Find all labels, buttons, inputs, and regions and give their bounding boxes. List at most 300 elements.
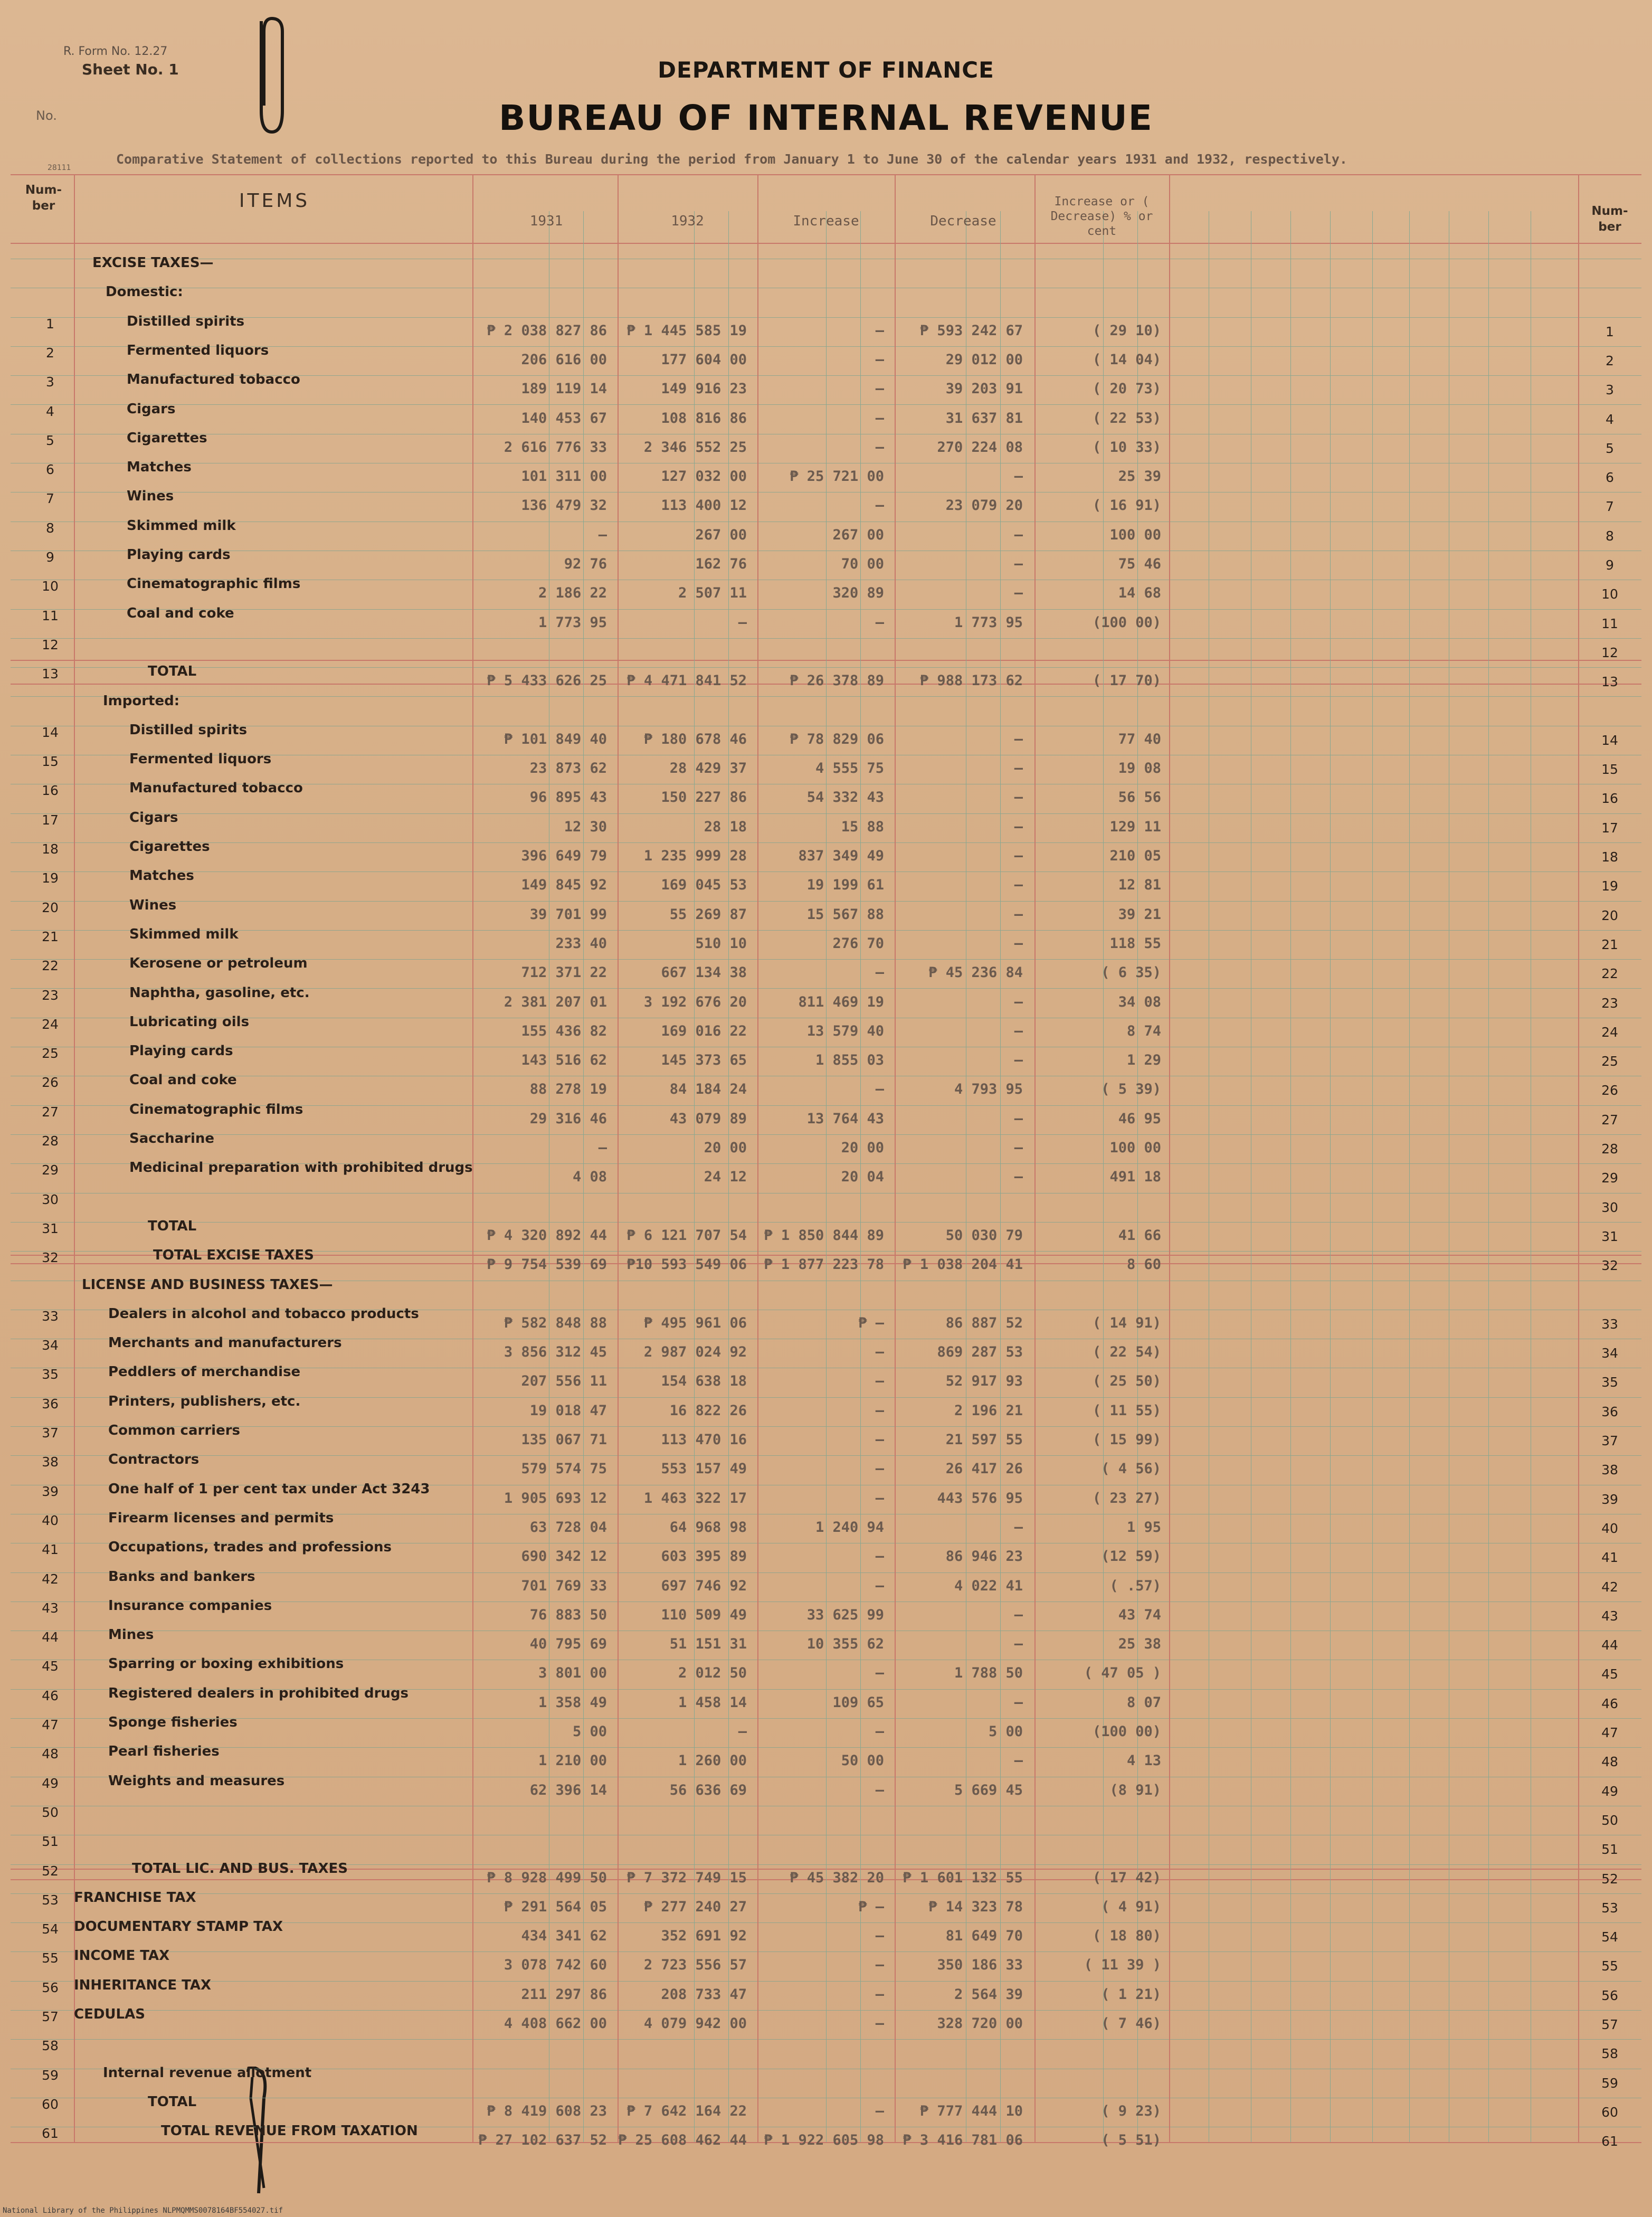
cell-pct: 8 07	[1126, 1694, 1161, 1711]
cell-a: 5 00	[572, 1723, 607, 1740]
cell-dec: —	[1014, 819, 1023, 835]
cell-a: 207 556 11	[521, 1373, 607, 1389]
cell-dec: 86 887 52	[945, 1315, 1023, 1331]
row-number-right: 49	[1601, 1784, 1618, 1799]
cell-a: ₱ 27 102 637 52	[478, 2132, 607, 2148]
row-label: Common carriers	[108, 1423, 240, 1438]
row-label: Occupations, trades and professions	[108, 1539, 392, 1555]
cell-inc: —	[875, 410, 884, 427]
cell-dec: ₱ 3 416 781 06	[903, 2132, 1023, 2148]
cell-a: 149 845 92	[521, 877, 607, 893]
cell-pct: ( 17 70)	[1092, 672, 1161, 689]
row-label: CEDULAS	[74, 2006, 145, 2022]
cell-a: ₱ 4 320 892 44	[487, 1227, 607, 1244]
row-number: 36	[42, 1396, 59, 1411]
row-label: Weights and measures	[108, 1773, 285, 1789]
row-number: 25	[42, 1046, 59, 1061]
grid-vline	[1034, 174, 1036, 2142]
row-label: Imported:	[103, 693, 180, 709]
row-number: 30	[42, 1192, 59, 1207]
cell-b: 2 346 552 25	[643, 439, 747, 456]
row-number-right: 7	[1606, 499, 1614, 514]
row-number: 45	[42, 1659, 59, 1674]
cell-a: 206 616 00	[521, 352, 607, 368]
grid-vline	[826, 211, 827, 2142]
row-number: 53	[42, 1892, 59, 1908]
cell-pct: 25 38	[1118, 1636, 1161, 1652]
row-number-right: 17	[1601, 820, 1618, 836]
cell-inc: 811 469 19	[798, 994, 884, 1010]
cell-b: ₱ 25 608 462 44	[618, 2132, 747, 2148]
cell-a: 396 649 79	[521, 848, 607, 864]
row-number: 56	[42, 1980, 59, 1995]
cell-pct: ( 5 51)	[1101, 2132, 1161, 2148]
row-number: 20	[42, 900, 59, 915]
row-number-right: 61	[1601, 2134, 1618, 2149]
cell-dec: ₱ 45 236 84	[928, 964, 1023, 981]
cell-b: 20 00	[704, 1140, 747, 1156]
cell-a: ₱ 9 754 539 69	[487, 1256, 607, 1273]
cell-inc: —	[875, 323, 884, 339]
cell-inc: —	[875, 1986, 884, 2003]
cell-a: 62 396 14	[529, 1782, 607, 1798]
row-number-right: 55	[1601, 1958, 1618, 1974]
cell-a: 23 873 62	[529, 760, 607, 776]
row-label: FRANCHISE TAX	[74, 1890, 196, 1906]
cell-a: ₱ 8 928 499 50	[487, 1870, 607, 1886]
row-number-right: 4	[1606, 412, 1614, 427]
cell-pct: 100 00	[1109, 527, 1161, 543]
cell-inc: 1 240 94	[815, 1519, 884, 1536]
row-label: Cigarettes	[127, 430, 207, 446]
cell-b: 267 00	[695, 527, 747, 543]
row-label: Naphtha, gasoline, etc.	[129, 985, 310, 1001]
row-number-right: 37	[1601, 1433, 1618, 1448]
cell-inc: 54 332 43	[806, 789, 884, 806]
cell-inc: 70 00	[841, 556, 884, 572]
cell-b: 667 134 38	[661, 964, 747, 981]
cell-pct: ( 9 23)	[1101, 2103, 1161, 2119]
row-label: Fermented liquors	[129, 751, 272, 767]
bureau-title: BUREAU OF INTERNAL REVENUE	[499, 98, 1153, 138]
cell-inc: ₱ 45 382 20	[790, 1870, 884, 1886]
cell-inc: 15 567 88	[806, 906, 884, 923]
row-label: Matches	[129, 868, 194, 884]
cell-b: 1 463 322 17	[643, 1490, 747, 1507]
cell-b: 162 76	[695, 556, 747, 572]
cell-b: 127 032 00	[661, 468, 747, 485]
row-label: Domestic:	[106, 284, 183, 300]
row-number-right: 5	[1606, 441, 1614, 456]
cell-dec: 869 287 53	[937, 1344, 1023, 1360]
row-number: 59	[42, 2068, 59, 2083]
row-number-right: 1	[1606, 324, 1614, 339]
cell-pct: 34 08	[1118, 994, 1161, 1010]
grid-vline	[1578, 174, 1579, 2142]
row-label: Pearl fisheries	[108, 1744, 220, 1759]
cell-b: 84 184 24	[669, 1081, 747, 1097]
row-number: 5	[46, 433, 54, 448]
row-number-right: 18	[1601, 849, 1618, 865]
row-number: 8	[46, 520, 54, 536]
cell-pct: 56 56	[1118, 789, 1161, 806]
cell-inc: —	[875, 1490, 884, 1507]
cell-b: 177 604 00	[661, 352, 747, 368]
cell-inc: —	[875, 1081, 884, 1097]
cell-a: 189 119 14	[521, 381, 607, 397]
cell-inc: —	[875, 614, 884, 631]
cell-dec: —	[1014, 906, 1023, 923]
row-label: TOTAL	[148, 664, 197, 679]
sheet-number: Sheet No. 1	[82, 61, 179, 78]
row-number: 6	[46, 462, 54, 477]
cell-dec: —	[1014, 527, 1023, 543]
row-number-right: 38	[1601, 1462, 1618, 1477]
cell-b: ₱ 180 678 46	[643, 731, 747, 747]
cell-pct: ( 23 27)	[1092, 1490, 1161, 1507]
cell-b: 64 968 98	[669, 1519, 747, 1536]
cell-a: 19 018 47	[529, 1403, 607, 1419]
row-number-right: 14	[1601, 733, 1618, 748]
row-number-right: 47	[1601, 1725, 1618, 1740]
cell-a: ₱ 5 433 626 25	[487, 672, 607, 689]
cell-pct: ( .57)	[1109, 1578, 1161, 1594]
cell-inc: —	[875, 1665, 884, 1681]
cell-b: 149 916 23	[661, 381, 747, 397]
cell-dec: 4 793 95	[954, 1081, 1023, 1097]
cell-dec: 86 946 23	[945, 1548, 1023, 1565]
cell-pct: ( 17 42)	[1092, 1870, 1161, 1886]
cell-pct: ( 16 91)	[1092, 497, 1161, 514]
no-mark: No.	[36, 108, 57, 123]
cell-b: 113 400 12	[661, 497, 747, 514]
cell-dec: 50 030 79	[945, 1227, 1023, 1244]
cell-pct: 1 29	[1126, 1052, 1161, 1068]
cell-inc: —	[875, 1344, 884, 1360]
cell-inc: —	[875, 1782, 884, 1798]
row-number: 21	[42, 929, 59, 944]
row-label: Merchants and manufacturers	[108, 1335, 342, 1351]
cell-a: 40 795 69	[529, 1636, 607, 1652]
cell-inc: 20 00	[841, 1140, 884, 1156]
row-label: Skimmed milk	[127, 518, 236, 534]
cell-b: 169 045 53	[661, 877, 747, 893]
row-label: TOTAL REVENUE FROM TAXATION	[161, 2123, 418, 2139]
grid-vline	[1290, 211, 1291, 2142]
cell-pct: 12 81	[1118, 877, 1161, 893]
cell-a: 92 76	[564, 556, 607, 572]
cell-b: 3 192 676 20	[643, 994, 747, 1010]
row-number-right: 40	[1601, 1521, 1618, 1536]
cell-a: 63 728 04	[529, 1519, 607, 1536]
cell-b: 55 269 87	[669, 906, 747, 923]
row-number-right: 8	[1606, 528, 1614, 544]
row-number: 26	[42, 1075, 59, 1090]
cell-b: 510 10	[695, 935, 747, 952]
cell-pct: ( 5 39)	[1101, 1081, 1161, 1097]
header-number-right: Num- ber	[1591, 204, 1628, 234]
row-label: Contractors	[108, 1452, 200, 1467]
cell-dec: 52 917 93	[945, 1373, 1023, 1389]
row-label: Firearm licenses and permits	[108, 1510, 334, 1526]
cell-a: 4 08	[572, 1169, 607, 1185]
row-label: Registered dealers in prohibited drugs	[108, 1685, 409, 1701]
cell-dec: —	[1014, 1052, 1023, 1068]
cell-dec: —	[1014, 1169, 1023, 1185]
cell-pct: ( 14 04)	[1092, 352, 1161, 368]
cell-a: 3 856 312 45	[504, 1344, 607, 1360]
row-number: 57	[42, 2009, 59, 2024]
cell-b: ₱ 7 372 749 15	[626, 1870, 747, 1886]
cell-inc: —	[875, 1432, 884, 1448]
header-1932: 1932	[671, 213, 704, 229]
cell-b: 4 079 942 00	[643, 2015, 747, 2032]
row-number: 46	[42, 1688, 59, 1703]
cell-inc: ₱ 1 877 223 78	[764, 1256, 884, 1273]
cell-b: 113 470 16	[661, 1432, 747, 1448]
row-label: Manufactured tobacco	[127, 372, 300, 387]
cell-dec: —	[1014, 1140, 1023, 1156]
row-number: 34	[42, 1338, 59, 1353]
row-number-right: 24	[1601, 1025, 1618, 1040]
row-number: 35	[42, 1367, 59, 1382]
cell-b: 145 373 65	[661, 1052, 747, 1068]
cell-dec: —	[1014, 1519, 1023, 1536]
row-label: Sponge fisheries	[108, 1714, 238, 1730]
cell-a: 712 371 22	[521, 964, 607, 981]
cell-inc: 13 764 43	[806, 1111, 884, 1127]
cell-dec: —	[1014, 1636, 1023, 1652]
cell-dec: 1 788 50	[954, 1665, 1023, 1681]
cell-a: 136 479 32	[521, 497, 607, 514]
cell-b: 2 987 024 92	[643, 1344, 747, 1360]
cell-inc: 19 199 61	[806, 877, 884, 893]
cell-a: 39 701 99	[529, 906, 607, 923]
grid-vline	[895, 174, 896, 2142]
cell-b: —	[738, 1723, 747, 1740]
row-number: 61	[42, 2126, 59, 2141]
row-number: 1	[46, 316, 54, 331]
row-label: Wines	[129, 897, 177, 913]
cell-a: 2 186 22	[538, 585, 607, 601]
cell-a: 690 342 12	[521, 1548, 607, 1565]
cell-pct: ( 15 99)	[1092, 1432, 1161, 1448]
row-number: 39	[42, 1484, 59, 1499]
row-number-right: 39	[1601, 1492, 1618, 1507]
cell-a: 143 516 62	[521, 1052, 607, 1068]
row-number-right: 20	[1601, 908, 1618, 923]
row-number-right: 9	[1606, 557, 1614, 573]
row-number-right: 48	[1601, 1754, 1618, 1769]
cell-inc: 1 855 03	[815, 1052, 884, 1068]
cell-b: 28 18	[704, 819, 747, 835]
cell-a: 1 210 00	[538, 1752, 607, 1769]
row-number-right: 56	[1601, 1988, 1618, 2003]
cell-a: 76 883 50	[529, 1607, 607, 1623]
row-label: Banks and bankers	[108, 1569, 255, 1585]
row-label: Coal and coke	[129, 1072, 237, 1088]
cell-pct: ( 4 91)	[1101, 1899, 1161, 1915]
cell-pct: 25 39	[1118, 468, 1161, 485]
row-number-right: 30	[1601, 1200, 1618, 1215]
grid-vline	[1488, 211, 1489, 2142]
cell-a: —	[598, 1140, 607, 1156]
cell-dec: ₱ 777 444 10	[919, 2103, 1023, 2119]
cell-dec: ₱ 1 601 132 55	[903, 1870, 1023, 1886]
cell-inc: —	[875, 381, 884, 397]
form-number: R. Form No. 12.27	[63, 45, 168, 58]
header-percent: Increase or ( Decrease) % or cent	[1050, 195, 1153, 238]
cell-inc: 20 04	[841, 1169, 884, 1185]
cell-dec: —	[1014, 994, 1023, 1010]
cell-inc: —	[875, 1578, 884, 1594]
row-number-right: 44	[1601, 1637, 1618, 1653]
cell-pct: 1 95	[1126, 1519, 1161, 1536]
row-number-right: 6	[1606, 470, 1614, 485]
cell-inc: 320 89	[832, 585, 884, 601]
row-label: TOTAL EXCISE TAXES	[153, 1247, 314, 1263]
header-number: Num- ber	[25, 183, 62, 213]
header-items: ITEMS	[239, 190, 310, 212]
row-number-right: 21	[1601, 937, 1618, 952]
row-label: Distilled spirits	[129, 722, 248, 738]
cell-inc: —	[875, 439, 884, 456]
row-number-right: 41	[1601, 1550, 1618, 1565]
cell-b: ₱10 593 549 06	[626, 1256, 747, 1273]
row-number-right: 15	[1601, 762, 1618, 777]
row-number: 40	[42, 1513, 59, 1528]
cell-pct: ( 20 73)	[1092, 381, 1161, 397]
row-label: EXCISE TAXES—	[92, 255, 214, 271]
cell-b: 2 012 50	[678, 1665, 747, 1681]
cell-dec: 4 022 41	[954, 1578, 1023, 1594]
cell-b: ₱ 1 445 585 19	[626, 323, 747, 339]
cell-inc: 33 625 99	[806, 1607, 884, 1623]
row-number: 10	[42, 579, 59, 594]
row-number: 48	[42, 1746, 59, 1761]
footer-credit: National Library of the Philippines NLPMQMMS0078164BF554027.tif	[3, 2206, 283, 2215]
row-number: 38	[42, 1454, 59, 1470]
cell-inc: ₱ —	[858, 1899, 884, 1915]
cell-inc: 15 88	[841, 819, 884, 835]
cell-b: ₱ 277 240 27	[643, 1899, 747, 1915]
cell-inc: —	[875, 1548, 884, 1565]
row-label: Manufactured tobacco	[129, 780, 303, 796]
row-number-right: 33	[1601, 1316, 1618, 1332]
cell-dec: —	[1014, 468, 1023, 485]
row-number: 22	[42, 958, 59, 973]
cell-b: 24 12	[704, 1169, 747, 1185]
row-label: Saccharine	[129, 1131, 215, 1147]
row-number: 54	[42, 1921, 59, 1937]
cell-a: 2 381 207 01	[504, 994, 607, 1010]
cell-dec: 21 597 55	[945, 1432, 1023, 1448]
cell-a: 434 341 62	[521, 1928, 607, 1944]
row-number: 24	[42, 1017, 59, 1032]
cell-inc: ₱ 78 829 06	[790, 731, 884, 747]
row-label: Internal revenue allotment	[103, 2065, 312, 2081]
row-label: Insurance companies	[108, 1598, 272, 1614]
cell-a: ₱ 8 419 608 23	[487, 2103, 607, 2119]
cell-inc: —	[875, 964, 884, 981]
row-number: 60	[42, 2097, 59, 2112]
cell-dec: —	[1014, 1023, 1023, 1039]
row-number: 50	[42, 1805, 59, 1820]
cell-pct: ( 22 53)	[1092, 410, 1161, 427]
cell-dec: 5 669 45	[954, 1782, 1023, 1798]
cell-a: —	[598, 527, 607, 543]
cell-inc: 109 65	[832, 1694, 884, 1711]
cell-inc: —	[875, 1723, 884, 1740]
cell-dec: 5 00	[988, 1723, 1023, 1740]
cell-pct: ( 11 55)	[1092, 1403, 1161, 1419]
cell-inc: —	[875, 2015, 884, 2032]
row-number: 33	[42, 1309, 59, 1324]
row-number: 32	[42, 1250, 59, 1265]
cell-dec: —	[1014, 1111, 1023, 1127]
cell-pct: ( 6 35)	[1101, 964, 1161, 981]
cell-inc: —	[875, 1461, 884, 1477]
cell-pct: ( 25 50)	[1092, 1373, 1161, 1389]
row-number: 13	[42, 666, 59, 681]
cell-a: ₱ 101 849 40	[504, 731, 607, 747]
cell-dec: 29 012 00	[945, 352, 1023, 368]
cell-b: 56 636 69	[669, 1782, 747, 1798]
grid-vline	[472, 174, 473, 2142]
row-label: Playing cards	[127, 547, 231, 563]
cell-pct: 39 21	[1118, 906, 1161, 923]
cell-pct: ( 18 80)	[1092, 1928, 1161, 1944]
cell-pct: 14 68	[1118, 585, 1161, 601]
row-label: Cinematographic films	[127, 576, 301, 592]
cell-pct: 41 66	[1118, 1227, 1161, 1244]
cell-pct: 8 74	[1126, 1023, 1161, 1039]
row-label: Wines	[127, 488, 174, 504]
cell-a: 2 616 776 33	[504, 439, 607, 456]
row-label: Cigars	[129, 810, 178, 826]
row-number-right: 10	[1601, 586, 1618, 602]
cell-pct: 491 18	[1109, 1169, 1161, 1185]
cell-dec: 1 773 95	[954, 614, 1023, 631]
row-label: TOTAL LIC. AND BUS. TAXES	[132, 1861, 348, 1877]
cell-a: 155 436 82	[521, 1023, 607, 1039]
cell-dec: —	[1014, 556, 1023, 572]
row-label: Fermented liquors	[127, 343, 269, 358]
row-number-right: 2	[1606, 353, 1614, 368]
row-number-right: 35	[1601, 1375, 1618, 1390]
row-number-right: 26	[1601, 1083, 1618, 1098]
cell-a: 233 40	[555, 935, 607, 952]
cell-a: ₱ 2 038 827 86	[487, 323, 607, 339]
row-number-right: 42	[1601, 1579, 1618, 1595]
cell-a: 211 297 86	[521, 1986, 607, 2003]
cell-a: ₱ 291 564 05	[504, 1899, 607, 1915]
row-number: 31	[42, 1221, 59, 1236]
cell-pct: 43 74	[1118, 1607, 1161, 1623]
row-number-right: 50	[1601, 1813, 1618, 1828]
cell-dec: 270 224 08	[937, 439, 1023, 456]
cell-pct: ( 10 33)	[1092, 439, 1161, 456]
cell-inc: —	[875, 352, 884, 368]
cell-b: 2 507 11	[678, 585, 747, 601]
cell-dec: —	[1014, 877, 1023, 893]
cell-dec: ₱ 593 242 67	[919, 323, 1023, 339]
row-number: 23	[42, 988, 59, 1003]
row-number-right: 59	[1601, 2076, 1618, 2091]
row-number-right: 57	[1601, 2017, 1618, 2032]
row-label: Sparring or boxing exhibitions	[108, 1656, 344, 1672]
row-number: 11	[42, 608, 59, 623]
